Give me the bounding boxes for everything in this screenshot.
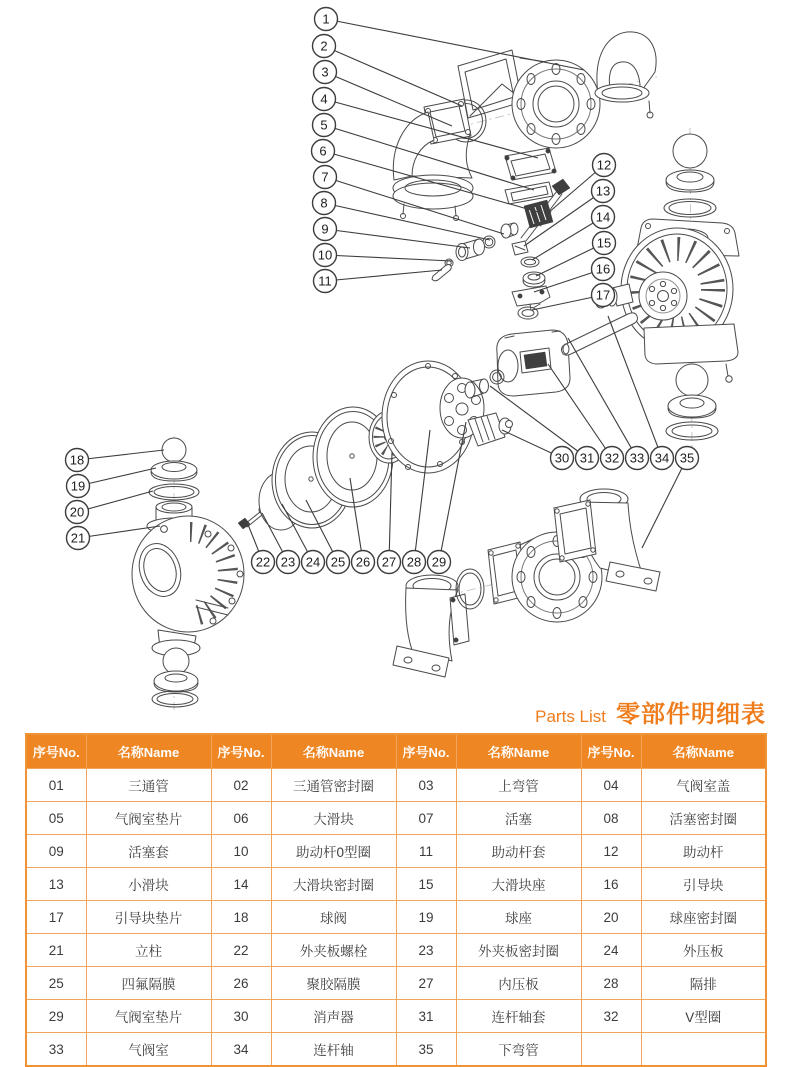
table-row xyxy=(26,835,766,868)
part-no-cell: 30 xyxy=(211,1000,271,1033)
svg-text:28: 28 xyxy=(406,554,422,570)
part-no-cell: 03 xyxy=(396,769,456,802)
part-name-cell: 三通管密封圈 xyxy=(271,769,396,802)
part-name-cell: 大滑块 xyxy=(271,802,396,835)
part-no-cell: 19 xyxy=(396,901,456,934)
part-name-cell: V型圈 xyxy=(641,1000,766,1033)
part-name-cell: 球阀 xyxy=(271,901,396,934)
part-name-cell: 球座密封圈 xyxy=(641,901,766,934)
callout-30 xyxy=(502,430,574,470)
svg-text:24: 24 xyxy=(305,554,321,570)
parts-list-title-en: Parts List xyxy=(535,707,606,726)
part-no-cell: 16 xyxy=(581,868,641,901)
part-left-body-assembly xyxy=(132,438,244,707)
part-no-cell: 21 xyxy=(26,934,86,967)
svg-text:33: 33 xyxy=(629,450,645,466)
col-header-name: 名称Name xyxy=(641,734,766,769)
part-no-cell: 31 xyxy=(396,1000,456,1033)
part-no-cell: 12 xyxy=(581,835,641,868)
part-right-chamber-assembly xyxy=(596,134,739,440)
svg-text:19: 19 xyxy=(70,478,86,494)
svg-text:7: 7 xyxy=(321,169,329,185)
part-air-chamber-cover xyxy=(505,148,556,180)
part-no-cell: 10 xyxy=(211,835,271,868)
svg-text:16: 16 xyxy=(595,261,611,277)
part-no-cell: 18 xyxy=(211,901,271,934)
col-header-no: 序号No. xyxy=(26,734,86,769)
part-name-cell: 助动杆套 xyxy=(456,835,581,868)
svg-text:29: 29 xyxy=(431,554,447,570)
svg-text:22: 22 xyxy=(255,554,271,570)
part-name-cell: 气阀室 xyxy=(86,1033,211,1067)
connecting-rod xyxy=(562,313,638,355)
svg-text:26: 26 xyxy=(355,554,371,570)
table-row xyxy=(26,769,766,802)
ball-valve xyxy=(162,438,186,462)
part-no-cell: 25 xyxy=(26,967,86,1000)
part-no-cell: 06 xyxy=(211,802,271,835)
part-name-cell: 内压板 xyxy=(456,967,581,1000)
svg-text:14: 14 xyxy=(595,209,611,225)
callout-18 xyxy=(66,449,165,472)
table-row xyxy=(26,802,766,835)
parts-list-title xyxy=(535,694,766,729)
part-name-cell: 大滑块密封圈 xyxy=(271,868,396,901)
part-no-cell: 05 xyxy=(26,802,86,835)
part-name-cell xyxy=(641,1033,766,1067)
col-header-no: 序号No. xyxy=(581,734,641,769)
svg-text:6: 6 xyxy=(319,143,327,159)
part-no-cell: 01 xyxy=(26,769,86,802)
callout-1 xyxy=(315,8,585,71)
part-name-cell: 连杆轴套 xyxy=(456,1000,581,1033)
svg-text:3: 3 xyxy=(321,64,329,80)
svg-text:23: 23 xyxy=(280,554,296,570)
part-name-cell: 活塞 xyxy=(456,802,581,835)
part-name-cell: 活塞套 xyxy=(86,835,211,868)
part-no-cell: 34 xyxy=(211,1033,271,1067)
svg-text:32: 32 xyxy=(604,450,620,466)
part-no-cell: 17 xyxy=(26,901,86,934)
svg-text:20: 20 xyxy=(69,504,85,520)
part-no-cell: 15 xyxy=(396,868,456,901)
parts-table xyxy=(25,733,767,1067)
part-no-cell: 13 xyxy=(26,868,86,901)
part-no-cell: 27 xyxy=(396,967,456,1000)
part-no-cell: 22 xyxy=(211,934,271,967)
table-row xyxy=(26,868,766,901)
svg-text:4: 4 xyxy=(320,91,328,107)
callout-10 xyxy=(314,244,453,267)
part-name-cell: 助动杆 xyxy=(641,835,766,868)
part-name-cell: 小滑块 xyxy=(86,868,211,901)
svg-text:5: 5 xyxy=(320,117,328,133)
part-name-cell: 立柱 xyxy=(86,934,211,967)
svg-text:2: 2 xyxy=(320,38,328,54)
svg-text:35: 35 xyxy=(679,450,695,466)
svg-text:27: 27 xyxy=(381,554,397,570)
part-name-cell: 气阀室垫片 xyxy=(86,1000,211,1033)
callout-19 xyxy=(67,468,157,498)
svg-text:34: 34 xyxy=(654,450,670,466)
svg-text:18: 18 xyxy=(69,452,85,468)
col-header-name: 名称Name xyxy=(86,734,211,769)
part-piston-chain xyxy=(432,223,518,281)
part-no-cell: 07 xyxy=(396,802,456,835)
svg-text:12: 12 xyxy=(596,157,612,173)
part-name-cell: 外夹板密封圈 xyxy=(456,934,581,967)
part-no-cell: 29 xyxy=(26,1000,86,1033)
part-no-cell: 26 xyxy=(211,967,271,1000)
part-name-cell: 下弯管 xyxy=(456,1033,581,1067)
part-name-cell: 三通管 xyxy=(86,769,211,802)
part-no-cell: 11 xyxy=(396,835,456,868)
col-header-name: 名称Name xyxy=(456,734,581,769)
svg-text:13: 13 xyxy=(595,183,611,199)
rod-bushing xyxy=(465,382,475,398)
part-no-cell: 24 xyxy=(581,934,641,967)
part-lower-tee-seal xyxy=(456,569,484,609)
svg-text:30: 30 xyxy=(554,450,570,466)
part-name-cell: 聚胶隔膜 xyxy=(271,967,396,1000)
callout-11 xyxy=(314,270,443,293)
col-header-name: 名称Name xyxy=(271,734,396,769)
table-row xyxy=(26,901,766,934)
part-name-cell: 助动杆0型圈 xyxy=(271,835,396,868)
table-row xyxy=(26,967,766,1000)
table-row xyxy=(26,1000,766,1033)
part-name-cell: 引导块垫片 xyxy=(86,901,211,934)
col-header-no: 序号No. xyxy=(211,734,271,769)
svg-text:25: 25 xyxy=(330,554,346,570)
ball-valve xyxy=(163,648,189,674)
col-header-no: 序号No. xyxy=(396,734,456,769)
svg-text:31: 31 xyxy=(579,450,595,466)
part-no-cell: 02 xyxy=(211,769,271,802)
part-no-cell: 14 xyxy=(211,868,271,901)
svg-text:10: 10 xyxy=(317,247,333,263)
svg-text:9: 9 xyxy=(321,221,329,237)
part-name-cell: 引导块 xyxy=(641,868,766,901)
part-name-cell: 活塞密封圈 xyxy=(641,802,766,835)
part-big-slider xyxy=(524,200,553,228)
part-name-cell: 球座 xyxy=(456,901,581,934)
parts-table-container xyxy=(25,733,766,1067)
part-name-cell: 大滑块座 xyxy=(456,868,581,901)
svg-text:11: 11 xyxy=(318,273,332,289)
part-name-cell: 隔排 xyxy=(641,967,766,1000)
part-no-cell: 09 xyxy=(26,835,86,868)
part-name-cell: 外夹板螺栓 xyxy=(271,934,396,967)
part-no-cell: 28 xyxy=(581,967,641,1000)
part-no-cell: 04 xyxy=(581,769,641,802)
part-lower-elbow-left xyxy=(393,575,469,677)
part-no-cell: 20 xyxy=(581,901,641,934)
part-elbow-top-right xyxy=(595,32,656,118)
part-name-cell: 消声器 xyxy=(271,1000,396,1033)
part-name-cell: 气阀室垫片 xyxy=(86,802,211,835)
part-name-cell: 外压板 xyxy=(641,934,766,967)
part-name-cell: 四氟隔膜 xyxy=(86,967,211,1000)
part-air-valve-body xyxy=(465,313,638,446)
table-header-row xyxy=(26,734,766,769)
table-row xyxy=(26,934,766,967)
part-no-cell: 08 xyxy=(581,802,641,835)
part-name-cell: 连杆轴 xyxy=(271,1033,396,1067)
callout-9 xyxy=(314,218,471,249)
part-no-cell: 23 xyxy=(396,934,456,967)
part-no-cell: 32 xyxy=(581,1000,641,1033)
part-no-cell xyxy=(581,1033,641,1067)
parts-list-title-zh: 零部件明细表 xyxy=(616,701,766,728)
part-no-cell: 33 xyxy=(26,1033,86,1067)
svg-text:17: 17 xyxy=(595,287,611,303)
svg-text:15: 15 xyxy=(596,235,612,251)
part-name-cell: 气阀室盖 xyxy=(641,769,766,802)
part-tee-pipe-upper xyxy=(458,50,600,148)
ball-valve xyxy=(676,364,708,396)
svg-text:8: 8 xyxy=(320,195,328,211)
part-no-cell: 35 xyxy=(396,1033,456,1067)
part-name-cell: 上弯管 xyxy=(456,769,581,802)
table-row xyxy=(26,1033,766,1067)
svg-text:1: 1 xyxy=(322,11,330,27)
ball-valve xyxy=(673,134,707,168)
svg-text:21: 21 xyxy=(70,530,86,546)
